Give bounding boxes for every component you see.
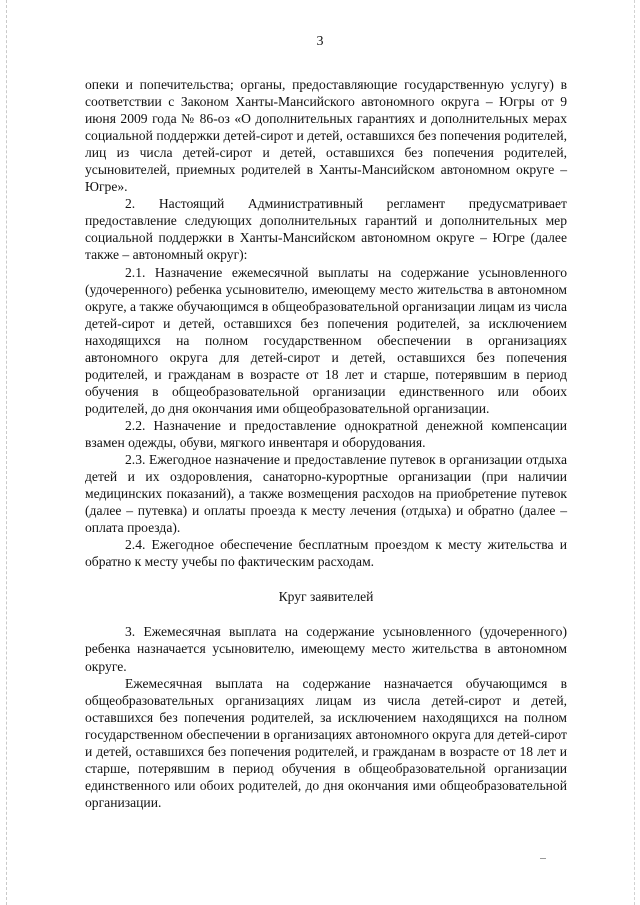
scan-edge-right (634, 0, 635, 905)
paragraph-3: 3. Ежемесячная выплата на содержание усыновленного (удочеренного) ребенка назначается усыновителю, имеющему место жительства в автономном округе. (85, 624, 567, 674)
paragraph-continuation: опеки и попечительства; органы, предоставляющие государственную услугу) в соответствии с Законом Ханты-Мансийского автономного округа – Югры от 9 июня 2009 года № 86-оз «О дополнительных гарантиях и дополнительных мерах социальной поддержки детей-сирот и детей, оставшихся без попечения родителей, лиц из числа детей-сирот и детей, оставшихся без попечения родителей, усыновителей, приемных родителей в Ханты-Мансийском автономном округе – Югре». (85, 77, 567, 195)
paragraph-2-4: 2.4. Ежегодное обеспечение бесплатным проездом к месту жительства и обратно к месту учебы по фактическим расходам. (85, 537, 567, 570)
paragraph-2-1: 2.1. Назначение ежемесячной выплаты на содержание усыновленного (удочеренного) ребенка усыновителю, имеющему место жительства в автономном округе, а также обучающимся в общеобразовательной организации лицам из числа детей-сирот и детей, оставшихся без попечения родителей, за исключением находящихся на полном государственном обеспечении в организациях автономного округа для детей-сирот и детей, оставшихся без попечения родителей, и гражданам в возрасте от 18 лет и старше, потерявшим в период обучения в общеобразовательной организации единственного или обоих родителей, до дня окончания ими общеобразовательной организации. (85, 264, 567, 416)
page-number: 3 (316, 34, 324, 49)
document-body (85, 76, 567, 811)
scan-edge-left (6, 0, 7, 905)
paragraph-2-2: 2.2. Назначение и предоставление однократной денежной компенсации взамен одежды, обуви, мягкого инвентаря и оборудования. (85, 417, 567, 450)
paragraph-3-continued: Ежемесячная выплата на содержание назначается обучающимся в общеобразовательных организациях лицам из числа детей-сирот и детей, оставшихся без попечения родителей, за исключением находящихся на полном государственном обеспечении в организациях автономного округа для детей-сирот и детей, оставшихся без попечения родителей, и гражданам в возрасте от 18 лет и старше, потерявшим в период обучения в общеобразовательной организации единственного или обоих родителей, до дня окончания ими общеобразовательной организации. (85, 675, 567, 810)
scan-mark (540, 858, 546, 859)
paragraph-2-3: 2.3. Ежегодное назначение и предоставление путевок в организации отдыха детей и их оздоровления, санаторно-курортные организации (при наличии медицинских показаний), а также возмещения расходов на приобретение путевок (далее – путевка) и оплаты проезда к месту лечения (отдыха) и обратно (далее – оплата проезда). (85, 452, 567, 536)
section-heading: Круг заявителей (278, 589, 374, 605)
paragraph-2: 2. Настоящий Административный регламент предусматривает предоставление следующих дополнительных гарантий и дополнительных мер социальной поддержки в Ханты-Мансийском автономном округе – Югре (далее также – автономный округ): (85, 196, 567, 263)
